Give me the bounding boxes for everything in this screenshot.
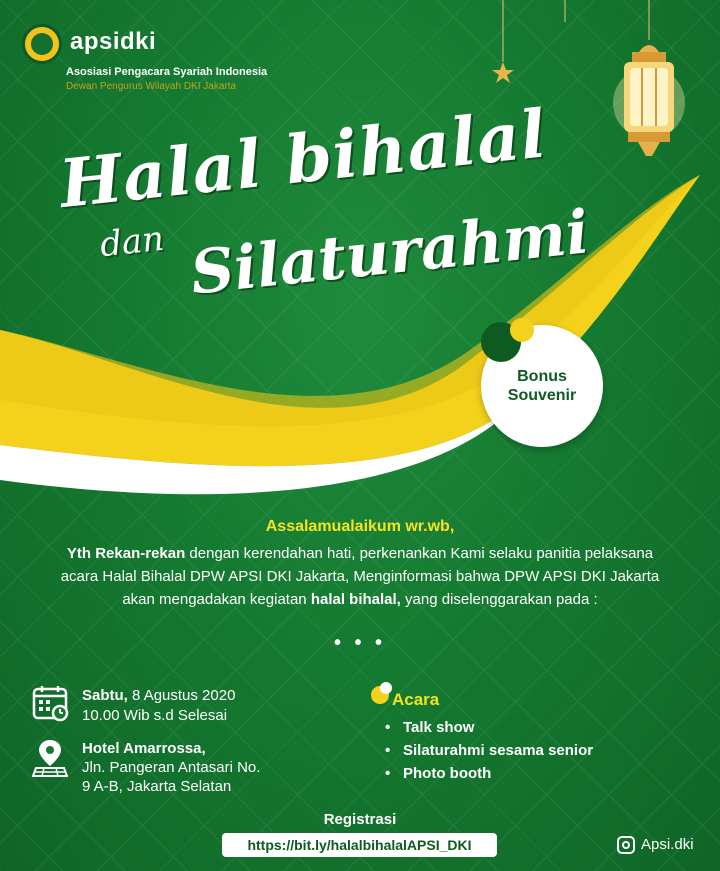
instagram-handle[interactable]: Apsi.dki [641, 836, 694, 853]
invitation-text [55, 542, 665, 611]
schedule-date: Sabtu, 8 Agustus 2020 [82, 687, 236, 704]
title-line-2-big: Silaturahmi [187, 197, 593, 309]
acara-item: • Silaturahmi sesama senior [385, 739, 593, 762]
invitation-text-2: yang diselenggarakan pada : [400, 591, 598, 608]
invitation-lead: Yth Rekan-rekan [66, 545, 186, 562]
instagram-icon [617, 836, 635, 854]
badge-line-2: Souvenir [507, 387, 577, 404]
registration-label: Registrasi [323, 811, 397, 828]
acara-item: • Photo booth [385, 762, 593, 785]
acara-list [385, 716, 593, 785]
acara-title: Acara [392, 690, 440, 709]
schedule-day: Sabtu, [82, 687, 128, 704]
venue-address-1: Jln. Pangeran Antasari No. [82, 759, 261, 776]
brand-name: apsidki [70, 28, 157, 55]
organization-name: Asosiasi Pengacara Syariah Indonesia [66, 66, 268, 78]
registration-link[interactable]: https://bit.ly/halalbihalalAPSI_DKI [222, 833, 497, 857]
acara-dot-white [380, 682, 392, 694]
greeting: Assalamualaikum wr.wb, [265, 518, 455, 535]
calendar-icon [32, 684, 70, 722]
badge-line-1: Bonus [517, 368, 567, 385]
title-line-2-small: dan [98, 218, 166, 266]
invitation-highlight: halal bihalal, [310, 591, 401, 608]
venue-address-2: 9 A-B, Jakarta Selatan [82, 778, 232, 795]
acara-item: • Talk show [385, 716, 593, 739]
invitation-text-1: dengan kerendahan hati, perkenankan Kami selaku panitia pelaksana acara Halal Bihalal DPW APSI DKI Jakarta, Menginformasi bahwa DPW APSI DKI Jakarta akan mengadakan kegiatan [60, 545, 660, 608]
separator-dots: • • • [333, 632, 387, 654]
map-pin-icon [32, 738, 68, 778]
organization-subtitle: Dewan Pengurus Wilayah DKI Jakarta [66, 81, 237, 92]
badge-dot-yellow [510, 318, 534, 342]
lantern-icon [612, 38, 687, 163]
venue-name: Hotel Amarrossa, [82, 740, 206, 757]
schedule-time: 10.00 Wib s.d Selesai [82, 707, 228, 724]
title-line-1: Halal bihalal [55, 94, 551, 223]
apsi-logo [22, 24, 62, 64]
